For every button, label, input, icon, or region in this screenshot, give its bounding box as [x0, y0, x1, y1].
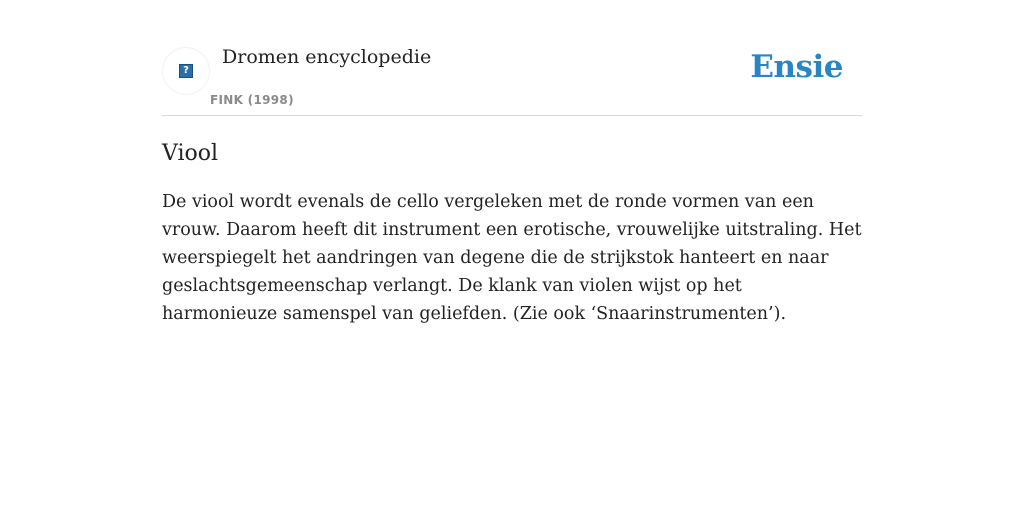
- entry-title: Viool: [162, 141, 219, 166]
- question-mark-icon: ?: [179, 64, 193, 78]
- entry-body: De viool wordt evenals de cello vergeleken met de ronde vormen van een vrouw. Daarom heeft dit instrument een erotische, vrouwelijke uitstraling. Het weerspiegelt het aandringen van degene die de strijkstok hanteert en naar geslachtsgemeenschap verlangt. De klank van violen wijst op het harmonieuze samenspel van geliefden. (Zie ook ‘Snaarinstrumenten’).: [162, 192, 862, 324]
- article: [162, 136, 862, 328]
- source-thumbnail[interactable]: [162, 47, 210, 95]
- source-header: [162, 40, 862, 116]
- ensie-logo[interactable]: Ensie: [750, 49, 843, 85]
- source-meta: FINK (1998): [210, 93, 294, 107]
- source-title[interactable]: Dromen encyclopedie: [222, 46, 432, 68]
